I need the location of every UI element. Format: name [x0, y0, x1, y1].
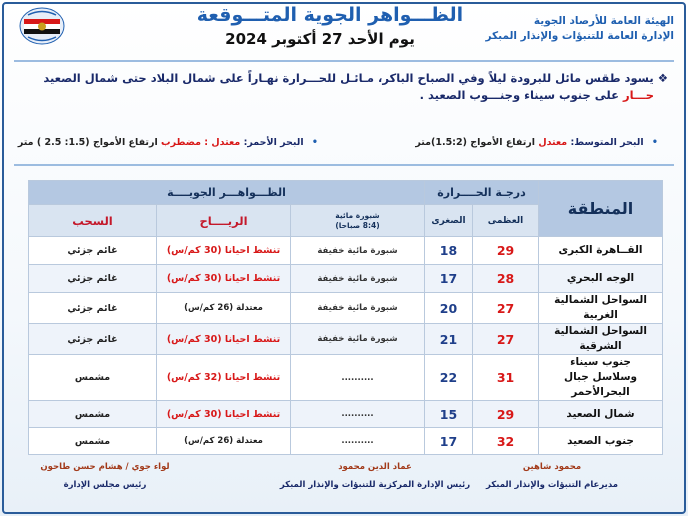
wind-cell: تنشط احيانا (30 كم/س): [157, 265, 291, 293]
wind-cell: تنشط احيانا (30 كم/س): [157, 237, 291, 265]
table-row: [29, 265, 663, 293]
min-temp-header: الصغرى: [425, 205, 473, 237]
region-cell: الوجه البحري: [539, 265, 663, 293]
summary-hot-word: حـــار: [622, 88, 654, 102]
max-temp-cell: 31: [473, 355, 539, 401]
signature-name: لواء جوي / هشام حسن طاحون: [40, 462, 170, 472]
mediterranean-sea-status: • البحر المتوسط: معتدل ارتفاع الأمواج (1.5:2)متر: [415, 137, 658, 148]
forecast-table: [28, 180, 663, 455]
signature-name: محمود شاهين: [522, 462, 582, 472]
clouds-cell: مشمس: [29, 355, 157, 401]
min-temp-cell: 18: [425, 237, 473, 265]
wind-cell: تنشط احيانا (30 كم/س): [157, 324, 291, 355]
forecast-date: يوم الأحد 27 أكتوبر 2024: [225, 30, 415, 48]
clouds-header: السحب: [29, 205, 157, 237]
clouds-cell: مشمس: [29, 401, 157, 428]
region-cell: السواحل الشمالية الشرقية: [539, 324, 663, 355]
min-temp-cell: 20: [425, 293, 473, 324]
fog-cell: شبورة مائية خفيفة: [291, 293, 425, 324]
org-line-2: الإدارة العامة للتنبؤات والإنذار المبكر: [485, 30, 674, 42]
max-temp-cell: 27: [473, 324, 539, 355]
signature-role: مديرعام التنبؤات والإنذار المبكر: [486, 480, 618, 490]
fog-cell: ..........: [291, 355, 425, 401]
signature-central-director: [260, 458, 490, 494]
signature-name: عماد الدين محمود: [338, 462, 412, 472]
min-temp-cell: 15: [425, 401, 473, 428]
organization-name: [474, 14, 674, 44]
clouds-cell: غائم جزئي: [29, 237, 157, 265]
section-divider: [14, 164, 674, 166]
weather-summary: [28, 70, 668, 104]
region-cell: جنوب سيناء وسلاسل جبال البحرالأحمر: [539, 355, 663, 401]
table-row: [29, 324, 663, 355]
max-temp-header: العظمى: [473, 205, 539, 237]
header-divider: [14, 60, 674, 62]
max-temp-cell: 32: [473, 428, 539, 455]
signature-board-chairman: [20, 458, 190, 494]
forecast-table-container: [28, 180, 662, 449]
min-temp-cell: 17: [425, 428, 473, 455]
fog-cell: شبورة مائية خفيفة: [291, 265, 425, 293]
signature-role: رئيس الإدارة المركزية للتنبؤات والإنذار المبكر: [279, 480, 471, 490]
min-temp-cell: 22: [425, 355, 473, 401]
clouds-cell: غائم جزئي: [29, 324, 157, 355]
bullet-dot-icon: •: [311, 137, 318, 148]
table-row: [29, 355, 663, 401]
max-temp-cell: 29: [473, 237, 539, 265]
diamond-bullet-icon: ❖: [657, 71, 668, 85]
phenomena-header: الظـــواهـــر الجويــــة: [29, 181, 425, 205]
clouds-cell: مشمس: [29, 428, 157, 455]
wind-cell: معتدلة (26 كم/س): [157, 428, 291, 455]
table-row: [29, 237, 663, 265]
table-row: [29, 401, 663, 428]
org-line-1: الهيئة العامة للأرصاد الجوية: [533, 15, 674, 27]
bullet-dot-icon: •: [651, 137, 658, 148]
red-sea-status: • البحر الأحمر: معتدل : مضطرب ارتفاع الأمواج (1.5: 2.5 ) متر: [17, 137, 318, 148]
min-temp-cell: 21: [425, 324, 473, 355]
wind-cell: تنشط احيانا (32 كم/س): [157, 355, 291, 401]
summary-text-1: يسود طقس مائل للبرودة ليلاً وفي الصباح الباكر، مـائـل للحـــرارة نهـاراً على شمال البلاد حتى شمال الصعيد: [43, 71, 654, 85]
region-cell: القــاهرة الكبرى: [539, 237, 663, 265]
region-cell: شمال الصعيد: [539, 401, 663, 428]
region-cell: جنوب الصعيد: [539, 428, 663, 455]
clouds-cell: غائم جزئي: [29, 265, 157, 293]
region-cell: السواحل الشمالية الغربية: [539, 293, 663, 324]
clouds-cell: غائم جزئي: [29, 293, 157, 324]
region-header: المنطقة: [539, 181, 663, 237]
temperature-header: درجـة الحــــرارة: [425, 181, 539, 205]
table-row: [29, 428, 663, 455]
max-temp-cell: 27: [473, 293, 539, 324]
max-temp-cell: 29: [473, 401, 539, 428]
table-row: [29, 293, 663, 324]
wind-cell: معتدلة (26 كم/س): [157, 293, 291, 324]
meteorological-authority-logo: [18, 6, 66, 46]
fog-cell: شبورة مائية خفيفة: [291, 324, 425, 355]
min-temp-cell: 17: [425, 265, 473, 293]
page-title: الظـــواهر الجوية المتـــوقعة: [196, 4, 464, 26]
wind-header: الريــــاح: [157, 205, 291, 237]
fog-header: شبورة مائية (8:4 صباحا): [291, 205, 425, 237]
fog-cell: شبورة مائية خفيفة: [291, 237, 425, 265]
summary-text-2: على جنوب سيناء وجنـــوب الصعيد .: [419, 88, 619, 102]
fog-cell: ..........: [291, 401, 425, 428]
wind-cell: تنشط احيانا (30 كم/س): [157, 401, 291, 428]
signature-role: رئيس مجلس الإدارة: [63, 480, 147, 490]
max-temp-cell: 28: [473, 265, 539, 293]
fog-cell: ..........: [291, 428, 425, 455]
